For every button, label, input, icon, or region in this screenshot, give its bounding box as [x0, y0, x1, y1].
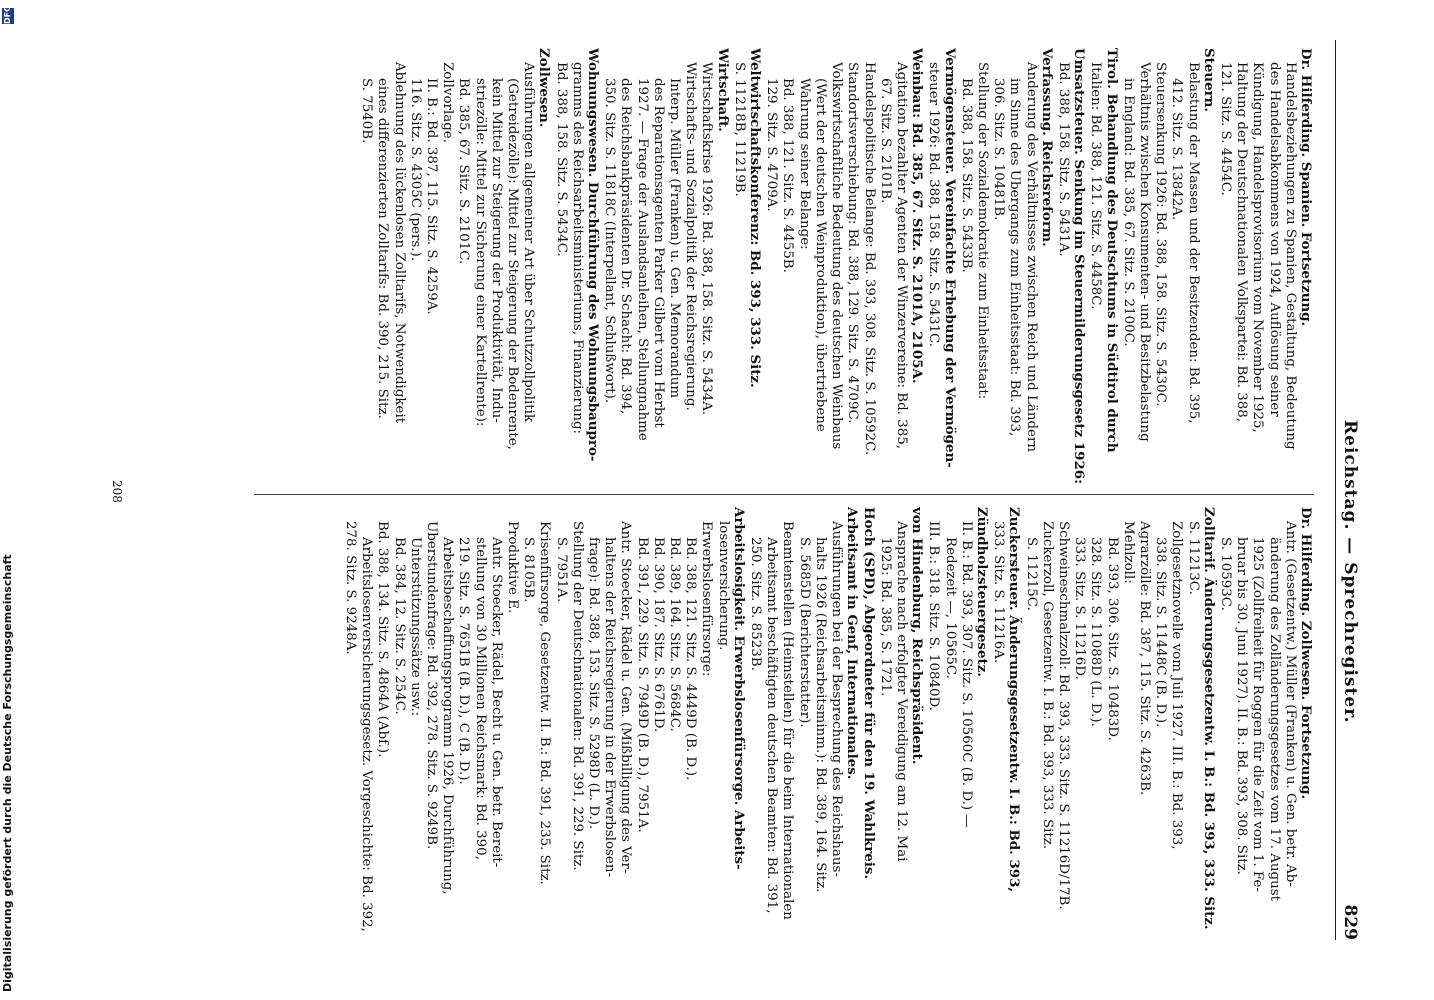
index-line: Arbeitsamt beschäftigten deutschen Beamten: Bd. 391,: [764, 537, 780, 914]
index-line: Bd. 385, 67. Sitz. S. 2101C.: [456, 78, 472, 265]
index-line: des Reichsbankpräsidenten Dr. Schacht: Bd. 394,: [618, 78, 634, 415]
index-line: Bd. 388, 158. Sitz. S. 5431A.: [1055, 62, 1071, 257]
index-line: Bd. 388, 121. Sitz. S. 4455B.: [780, 78, 796, 273]
index-line: 121. Sitz. S. 4454C.: [1217, 62, 1233, 196]
index-line: S. 8105B.: [521, 537, 537, 603]
index-line: Wirtschaftskrise 1926: Bd. 388, 158. Sitz. S. 5434A.: [699, 62, 715, 416]
index-line: Zollvorlage.: [440, 62, 456, 143]
index-line: Redezeit —, 10565C.: [942, 537, 958, 679]
index-line: Dr. Hilferding. Spanien. Fortsetzung.: [1298, 48, 1314, 327]
index-line: 412. Sitz. S. 13842A.: [1169, 78, 1185, 221]
index-line: kein Mittel zur Steigerung der Produktivität, Indu-: [488, 78, 504, 423]
index-line: 333. Sitz. S. 11216D.: [1072, 537, 1088, 680]
index-line: 306. Sitz. S. 10481B.: [991, 78, 1007, 221]
index-line: Erwerbslosenfürsorge:: [699, 521, 715, 677]
index-line: Hoch (SPD), Abgeordneter für den 19. Wahlkreis.: [860, 507, 877, 880]
index-line: eines differenzierten Zolltarifs: Bd. 390, 215. Sitz.: [375, 78, 391, 419]
index-line: Umsatzsteuer. Senkung im Steuermilderungsgesetz 1926:: [1071, 48, 1088, 485]
digitization-credit: Digitalisierung gefördert durch die Deutsche Forschungsgemeinschaft: [1, 554, 14, 992]
index-line: (Wert der deutschen Weinproduktion), übertriebene: [812, 78, 828, 432]
index-line: Vermögensteuer. Vereinfachte Erhebung der Vermögen-: [941, 48, 958, 468]
index-line: Zuckersteuer. Änderungsgesetzentw. I. B.: Bd. 393,: [1006, 507, 1023, 893]
side-note: [0, 0, 20, 1000]
index-line: Ausführungen bei der Besprechung des Reichshaus-: [829, 521, 845, 877]
index-line: änderung des Zolländerungsgesetzes vom 17. August: [1266, 537, 1282, 901]
index-line: Arbeitsbeschaffungsprogramm 1926, Durchführung,: [440, 537, 456, 895]
index-line: Krisenfürsorge, Gesetzentw. II. B.: Bd. 391, 235. Sitz.: [537, 521, 553, 885]
index-line: II. B.: Bd. 387, 115. Sitz. S. 4259A.: [424, 78, 440, 315]
index-line: Bd. 388, 158. Sitz. S. 5434C.: [553, 62, 569, 257]
index-line: Ausführungen allgemeiner Art über Schutzzollpolitik: [521, 62, 537, 423]
index-line: 338. Sitz. S. 11448C (B. D.).: [1153, 537, 1169, 728]
index-line: Italien: Bd. 388, 121. Sitz. S. 4458C.: [1088, 62, 1104, 310]
index-line: Bd. 389, 164. Sitz. S. 5684C.: [667, 537, 683, 732]
index-line: gramms des Reichsarbeitsministeriums, Finanzierung:: [569, 62, 585, 435]
index-line: 350. Sitz. S. 11818C (Interpellant, Schlußwort).: [602, 78, 618, 404]
index-line: steuer 1926: Bd. 388, 158. Sitz. S. 5431C.: [926, 62, 942, 348]
index-line: Überstundenfrage: Bd. 392, 278. Sitz. S. 9249B.: [424, 521, 440, 850]
index-line: Belastung der Massen und der Besitzenden: Bd. 395,: [1185, 62, 1201, 424]
index-line: Bd. 391, 229. Sitz. S. 7949D (B. D.), 7951A.: [634, 537, 650, 833]
index-line: Bd. 388, 158. Sitz. S. 5433B.: [958, 78, 974, 273]
index-line: Arbeitslosenversicherungsgesetz. Vorgeschichte: Bd. 392,: [359, 537, 375, 932]
index-line: 1925 (Zollfreiheit für Roggen für die Zeit vom 1. Fe-: [1250, 537, 1266, 892]
index-line: Bd. 388, 134. Sitz. S. 4864A (Abf.).: [375, 521, 391, 758]
index-line: 116. Sitz. S. 4305C (pers.).: [407, 78, 423, 261]
index-line: 219. Sitz. S. 7651B (B. D.), C (B. D.).: [456, 537, 472, 785]
index-line: Antr. Stoecker, Rädel, Becht u. Gen. betr. Bereit-: [488, 537, 504, 868]
index-line: Antr. (Gesetzentw.) Müller (Franken) u. Gen. betr. Ab-: [1282, 521, 1298, 887]
index-line: S. 11215C.: [1023, 537, 1039, 611]
index-line: Steuern.: [1200, 48, 1217, 113]
page-number: 829: [1340, 904, 1360, 940]
index-line: 328. Sitz. S. 11088D (L. D.).: [1088, 537, 1104, 727]
index-line: Änderung des Verhältnisses zwischen Reich und Ländern: [1023, 62, 1039, 453]
index-line: Schweineschmalzzoll: Bd. 393, 333. Sitz. S. 11216D/17B.: [1055, 521, 1071, 910]
index-line: 67. Sitz. S. 2101B.: [877, 78, 893, 204]
index-line: Weltwirtschaftskonferenz: Bd. 393, 333. Sitz.: [747, 48, 764, 388]
index-line: von Hindenburg, Reichspräsident.: [909, 507, 926, 765]
index-line: frage): Bd. 388, 153. Sitz. S. 5298D (L. D.).: [586, 537, 602, 830]
dfg-logo: DFG: [3, 5, 12, 24]
index-line: Arbeitslosigkeit. Erwerbslosenfürsorge. Arbeits-: [730, 507, 747, 870]
index-line: haltens der Reichsregierung in der Erwerbslosen-: [602, 537, 618, 877]
index-line: Ablehnung des lückenlosen Zolltarifs, Notwendigkeit: [391, 62, 407, 424]
index-line: S. 11213C.: [1185, 521, 1201, 595]
index-line: Bd. 390, 187. Sitz. S. 6761D.: [650, 537, 666, 733]
index-line: Volkswirtschaftliche Bedeutung des deutschen Weinbaus: [829, 62, 845, 450]
index-line: Bd. 388, 121. Sitz. S. 4449D (B. D.).: [683, 537, 699, 781]
index-line: losenversicherung.: [715, 521, 731, 651]
index-line: halts 1926 (Reichsarbeitsminm.): Bd. 389, 164. Sitz.: [812, 537, 828, 893]
index-line: Handelspolitische Belange: Bd. 393, 308. Sitz. S. 10592C.: [861, 62, 877, 456]
index-line: S. 7540B.: [359, 78, 375, 144]
index-line: Beamtenstellen (Heimstellen) für die beim Internationalen: [780, 521, 796, 920]
index-line: Interp. Müller (Franken) u. Gen. Memorandum: [667, 78, 683, 399]
index-line: Zündholzsteuergesetz.: [973, 507, 990, 677]
index-line: stellung von 30 Millionen Reichsmark: Bd. 390,: [472, 537, 488, 860]
index-line: Zuckerzoll, Gesetzentw. I. B.: Bd. 393, 333. Sitz.: [1039, 521, 1055, 850]
index-line: Agrarzölle: Bd. 387, 115. Sitz. S. 4263B.: [1136, 521, 1152, 796]
index-line: Zollgesetznovelle vom Juli 1927. III. B.: Bd. 393,: [1169, 521, 1185, 850]
index-line: Haltung der Deutschnationalen Volkspartei: Bd. 388,: [1234, 62, 1250, 423]
index-line: bruar bis 30. Juni 1927). II. B.: Bd. 393, 308. Sitz.: [1234, 537, 1250, 875]
index-line: Produktive E.: [505, 521, 521, 614]
index-line: III. B.: 318. Sitz. S. 10840D.: [926, 521, 942, 712]
index-line: des Handelsabkommens von 1924, Auflösung seiner: [1266, 62, 1282, 417]
index-line: 129. Sitz. S. 4709A.: [764, 78, 780, 212]
index-line: 333. Sitz. S. 11216A.: [991, 521, 1007, 664]
index-line: Dr. Hilferding. Zollwesen. Fortsetzung.: [1298, 507, 1314, 800]
index-line: Standortsverschiebung: Bd. 388, 129. Sitz. S. 4709C.: [845, 62, 861, 424]
index-line: 1927. — Frage der Auslandsanleihen, Stellungnahme: [634, 78, 650, 441]
index-line: striezölle: Mittel zur Sicherung einer Kartellrente):: [472, 78, 488, 427]
index-line: Kündigung, Handelsprovisorium vom November 1925,: [1250, 62, 1266, 433]
index-line: Tirol. Behandlung des Deutschtums in Südtirol durch: [1103, 48, 1120, 453]
index-line: S. 10593C.: [1217, 537, 1233, 611]
index-line: S. 5685D (Berichterstatter).: [796, 537, 812, 728]
index-line: Zolltarif. Änderungsgesetzentw. I. B.: Bd. 393, 333. Sitz.: [1200, 507, 1217, 930]
index-line: Wirtschafts- und Sozialpolitik der Reichsregierung.: [683, 62, 699, 411]
index-line: (Getreidezölle): Mittel zur Steigerung der Bodenrente,: [505, 78, 521, 450]
index-line: S. 7951A.: [553, 537, 569, 603]
index-line: Wirtschaft.: [714, 48, 731, 132]
index-line: Bd. 393, 306. Sitz. S. 10483D.: [1104, 537, 1120, 741]
index-line: Agitation bezahlter Agenten der Winzervereine: Bd. 385,: [893, 62, 909, 450]
index-line: Antr. Stoecker, Rädel u. Gen. (Mißbilligung des Ver-: [618, 521, 634, 874]
index-line: Wahrung seiner Belange:: [796, 78, 812, 250]
index-line: Verhältnis zwischen Konsumenten- und Besitzbelastung: [1136, 62, 1152, 442]
index-line: Stellung der Deutschnationalen: Bd. 391, 229. Sitz.: [569, 521, 585, 871]
index-line: im Sinne des Übergangs zum Einheitsstaat: Bd. 393,: [1007, 78, 1023, 437]
page-header: [1334, 40, 1364, 940]
index-line: Unterstützungssätze usw.:: [407, 537, 423, 717]
footer-page-number: 208: [110, 480, 124, 503]
index-line: Ansprache nach erfolgter Vereidigung am 12. Mai: [893, 521, 909, 862]
index-line: in England: Bd. 385, 67. Sitz. S. 2100C.: [1120, 78, 1136, 347]
index-line: Stellung der Sozialdemokratie zum Einheitsstaat:: [974, 62, 990, 400]
index-line: 278. Sitz. S. 9248A.: [343, 521, 359, 655]
running-title: Reichstag. — Sprechregister.: [1340, 420, 1360, 724]
index-line: Verfassung. Reichsreform.: [1038, 48, 1055, 247]
index-line: Wohnungswesen. Durchführung des Wohnungsbaupro-: [585, 48, 602, 462]
right-column: [254, 494, 1314, 947]
header-rule: [1335, 40, 1336, 940]
index-line: des Reparationsagenten Parker Gilbert vom Herbst: [650, 78, 666, 428]
index-line: II. B.: Bd. 393, 307. Sitz. S. 10560C (B. D.) —: [958, 521, 974, 828]
index-line: Mehlzoll:: [1120, 521, 1136, 584]
index-line: 1925: Bd. 385, S. 1721.: [877, 537, 893, 697]
index-line: 250. Sitz. S. 8523B.: [748, 537, 764, 671]
index-line: Arbeitsamt in Genf, Internationales.: [844, 507, 861, 780]
index-line: Zollwesen.: [536, 48, 553, 128]
index-line: Weinbau: Bd. 385, 67. Sitz. S. 2101A, 2105A.: [909, 48, 926, 384]
left-column: [358, 48, 1314, 488]
index-line: Steuersenkung 1926: Bd. 388, 158. Sitz. S. 5430C.: [1153, 62, 1169, 407]
index-line: Handelsbeziehungen zu Spanien, Gestaltung, Bedeutung: [1282, 62, 1298, 450]
index-line: Bd. 384, 12. Sitz. S. 254C.: [391, 537, 407, 715]
index-line: S. 11218B, 11219B.: [731, 62, 747, 197]
